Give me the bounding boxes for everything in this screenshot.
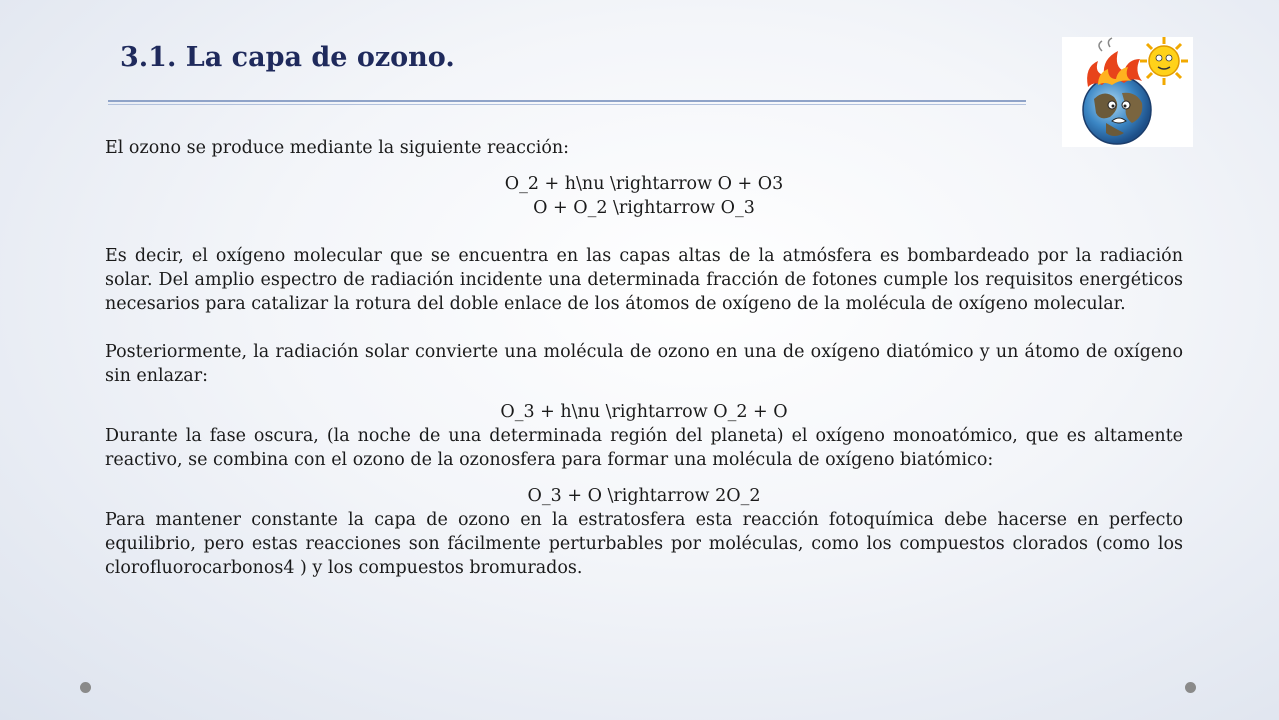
intro-text: El ozono se produce mediante la siguiente reacción: — [105, 138, 570, 158]
footer-dot-right — [1185, 682, 1196, 693]
equation-4: O_3 + O \rightarrow 2O_2 — [527, 486, 761, 506]
equation-2: O + O_2 \rightarrow O_3 — [533, 198, 755, 218]
paragraph-2: Posteriormente, la radiación solar convierte una molécula de ozono en una de oxígeno diatómico y un átomo de oxígeno sin enlazar: — [105, 342, 1183, 386]
equation-1: O_2 + h\nu \rightarrow O + O3 — [504, 174, 784, 194]
title-underline-thin — [108, 104, 1026, 105]
footer-dot-left — [80, 682, 91, 693]
equation-3: O_3 + h\nu \rightarrow O_2 + O — [500, 402, 788, 422]
slide-body — [105, 136, 1183, 580]
paragraph-1: Es decir, el oxígeno molecular que se encuentra en las capas altas de la atmósfera es bombardeado por la radiación solar. Del amplio espectro de radiación incidente una determinada fracción de fotones cumple los requisitos energéticos necesarios para catalizar la rotura del doble enlace de los átomos de oxígeno de la molécula de oxígeno molecular. — [105, 246, 1183, 314]
paragraph-4: Para mantener constante la capa de ozono en la estratosfera esta reacción fotoquímica debe hacerse en perfecto equilibrio, pero estas reacciones son fácilmente perturbables por moléculas, como los compuestos clorados (como los clorofluorocarbonos4 ) y los compuestos bromurados. — [105, 510, 1183, 578]
burning-earth-image — [1062, 37, 1193, 147]
paragraph-3: Durante la fase oscura, (la noche de una determinada región del planeta) el oxígeno monoatómico, que es altamente reactivo, se combina con el ozono de la ozonosfera para formar una molécula de oxígeno biatómico: — [105, 426, 1183, 470]
slide-title: 3.1. La capa de ozono. — [120, 42, 455, 73]
title-underline — [108, 100, 1026, 102]
burning-earth-icon — [1062, 37, 1193, 147]
